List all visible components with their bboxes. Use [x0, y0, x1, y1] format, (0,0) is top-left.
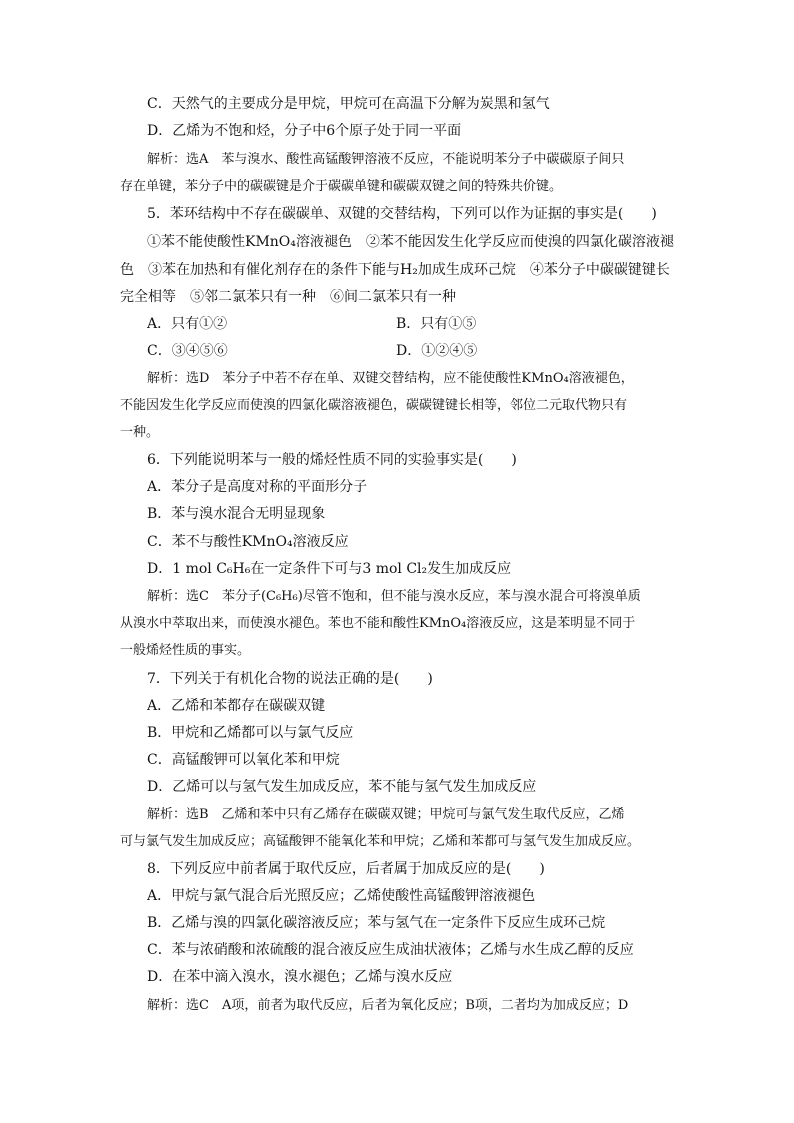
q6-option-d: D．1 mol C₆H₆在一定条件下可与3 mol Cl₂发生加成反应 — [147, 561, 512, 577]
q7-solution-line-2: 可与氯气发生加成反应；高锰酸钾不能氧化苯和甲烷；乙烯和苯都可与氢气发生加成反应。 — [120, 834, 641, 849]
q4-option-d: D．乙烯为不饱和烃，分子中6个原子处于同一平面 — [147, 123, 462, 139]
q6-stem: 6．下列能说明苯与一般的烯烃性质不同的实验事实是( ) — [147, 452, 517, 468]
q6-option-b: B．苯与溴水混合无明显现象 — [147, 506, 326, 522]
q8-solution-line-1: 解析：选C A项，前者为取代反应，后者为氧化反应；B项，二者均为加成反应；D — [147, 998, 629, 1013]
q5-facts-line-3: 完全相等 ⑤邻二氯苯只有一种 ⑥间二氯苯只有一种 — [120, 289, 456, 305]
q5-solution-line-1: 解析：选D 苯分子中若不存在单、双键交替结构，应不能使酸性KMnO₄溶液褪色， — [147, 371, 634, 386]
q5-facts-line-1: ①苯不能使酸性KMnO₄溶液褪色 ②苯不能因发生化学反应而使溴的四氯化碳溶液褪 — [147, 234, 674, 250]
q8-stem: 8．下列反应中前者属于取代反应，后者属于加成反应的是( ) — [147, 861, 545, 877]
q8-option-a: A．甲烷与氯气混合后光照反应；乙烯使酸性高锰酸钾溶液褪色 — [147, 888, 536, 904]
q4-solution-line-1: 解析：选A 苯与溴水、酸性高锰酸钾溶液不反应，不能说明苯分子中碳碳原子间只 — [147, 152, 625, 167]
q8-option-c: C．苯与浓硝酸和浓硫酸的混合液反应生成油状液体；乙烯与水生成乙醇的反应 — [147, 942, 634, 958]
q6-option-a: A．苯分子是高度对称的平面形分子 — [147, 479, 368, 495]
q5-facts-line-2: 色 ③苯在加热和有催化剂存在的条件下能与H₂加成生成环己烷 ④苯分子中碳碳键键长 — [120, 262, 670, 278]
q5-option-c: C．③④⑤⑥ — [147, 343, 228, 359]
q6-solution-line-1: 解析：选C 苯分子(C₆H₆)尽管不饱和，但不能与溴水反应，苯与溴水混合可将溴单质 — [147, 589, 641, 604]
q5-stem: 5．苯环结构中不存在碳碳单、双键的交替结构，下列可以作为证据的事实是( ) — [147, 206, 657, 222]
q4-option-c: C．天然气的主要成分是甲烷，甲烷可在高温下分解为炭黑和氢气 — [147, 96, 550, 112]
q5-solution-line-3: 一种。 — [120, 425, 160, 440]
q4-solution-line-2: 存在单键，苯分子中的碳碳键是介于碳碳单键和碳碳双键之间的特殊共价键。 — [120, 179, 563, 194]
q6-solution-line-3: 一般烯烃性质的事实。 — [120, 643, 251, 658]
q7-option-c: C．高锰酸钾可以氧化苯和甲烷 — [147, 752, 340, 768]
q5-solution-line-2: 不能因发生化学反应而使溴的四氯化碳溶液褪色，碳碳键键长相等，邻位二元取代物只有 — [120, 398, 628, 413]
q7-solution-line-1: 解析：选B 乙烯和苯中只有乙烯存在碳碳双键；甲烷可与氯气发生取代反应，乙烯 — [147, 807, 625, 822]
q5-option-b: B．只有①⑤ — [396, 316, 477, 332]
q7-option-b: B．甲烷和乙烯都可以与氯气反应 — [147, 725, 354, 741]
q6-solution-line-2: 从溴水中萃取出来，而使溴水褪色。苯也不能和酸性KMnO₄溶液反应，这是苯明显不同于 — [120, 616, 636, 631]
q7-option-d: D．乙烯可以与氢气发生加成反应，苯不能与氢气发生加成反应 — [147, 779, 537, 795]
q5-option-a: A．只有①② — [147, 316, 228, 332]
q8-option-b: B．乙烯与溴的四氯化碳溶液反应；苯与氢气在一定条件下反应生成环己烷 — [147, 915, 606, 931]
q6-option-c: C．苯不与酸性KMnO₄溶液反应 — [147, 534, 349, 550]
q5-option-d: D．①②④⑤ — [396, 343, 478, 359]
q7-option-a: A．乙烯和苯都存在碳碳双键 — [147, 698, 326, 714]
q7-stem: 7．下列关于有机化合物的说法正确的是( ) — [147, 671, 433, 687]
q8-option-d: D．在苯中滴入溴水，溴水褪色；乙烯与溴水反应 — [147, 969, 453, 985]
